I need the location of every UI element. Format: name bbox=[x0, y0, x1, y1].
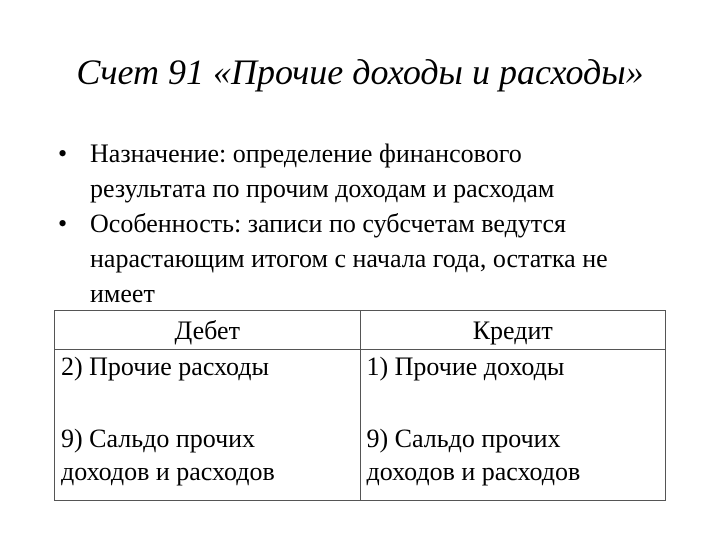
bullet-feature bbox=[58, 206, 698, 311]
credit-header: Кредит bbox=[360, 311, 666, 350]
slide-title: Счет 91 «Прочие доходы и расходы» bbox=[76, 52, 644, 92]
bullet-feature-line-1: Особенность: записи по субсчетам ведутся bbox=[90, 209, 566, 238]
bullet-purpose-line-1: Назначение: определение финансового bbox=[90, 139, 522, 168]
credit-cell bbox=[360, 350, 666, 423]
debit-cell bbox=[55, 422, 361, 501]
credit-cell bbox=[360, 422, 666, 501]
debit-entry-balance-line-2: доходов и расходов bbox=[61, 457, 275, 486]
credit-entry-balance-line-2: доходов и расходов bbox=[366, 457, 581, 486]
table-row bbox=[55, 422, 666, 501]
debit-entry-balance-line-1: 9) Сальдо прочих bbox=[61, 424, 256, 453]
bullet-feature-line-2: нарастающим итогом с начала года, остатка не bbox=[90, 244, 608, 273]
table-header-row bbox=[55, 311, 666, 350]
t-account-table bbox=[54, 310, 666, 501]
debit-cell bbox=[55, 350, 361, 423]
table-row bbox=[55, 350, 666, 423]
credit-entry-balance-line-1: 9) Сальдо прочих bbox=[366, 424, 561, 453]
bullet-list bbox=[58, 136, 698, 311]
bullet-dot-icon: • bbox=[58, 139, 68, 168]
bullet-feature-line-3: имеет bbox=[90, 279, 155, 308]
bullet-purpose-line-2: результата по прочим доходам и расходам bbox=[90, 174, 555, 203]
debit-entry-other-expenses: 2) Прочие расходы bbox=[61, 352, 269, 381]
debit-header: Дебет bbox=[55, 311, 361, 350]
bullet-dot-icon: • bbox=[58, 209, 68, 238]
bullet-purpose bbox=[58, 136, 698, 206]
credit-entry-other-income: 1) Прочие доходы bbox=[366, 352, 565, 381]
